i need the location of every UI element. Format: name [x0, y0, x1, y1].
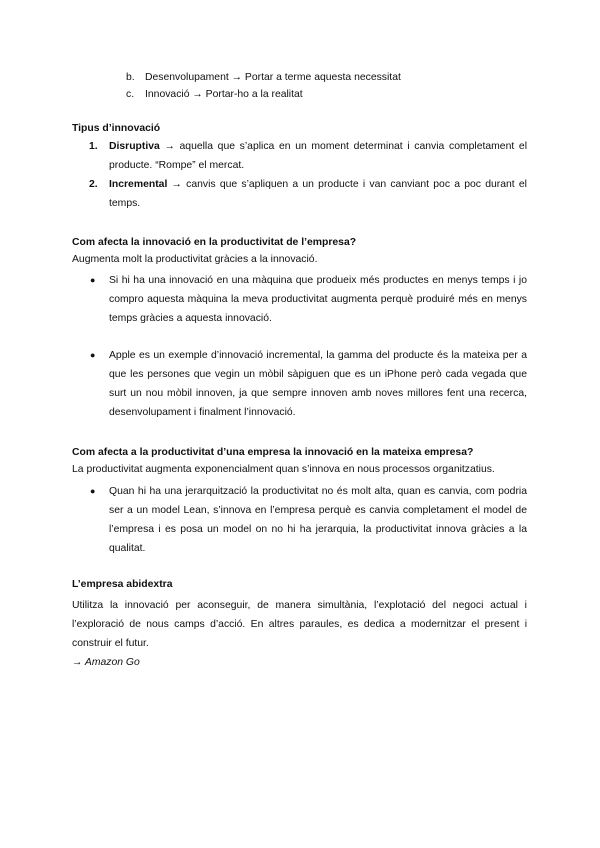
section1-intro: Augmenta molt la productivitat gràcies a la innovació.	[72, 254, 318, 265]
tipus-marker-2: 2.	[89, 179, 98, 190]
bullet-dot: ●	[90, 486, 96, 496]
term-incremental-text: → canvis que s’apliquen a un producte i van canviant poc a poc durant el temps.	[109, 179, 527, 209]
term-disruptiva-text: → aquella que s’aplica en un moment determinat i canvia completament el producte. “Rompe” el mercat.	[109, 141, 527, 171]
list-item-c: Innovació → Portar-ho a la realitat	[145, 89, 303, 100]
bullet-dot: ●	[90, 275, 96, 285]
section2-heading: Com afecta a la productivitat d’una empresa la innovació en la mateixa empresa?	[72, 447, 474, 458]
bullet-dot: ●	[90, 350, 96, 360]
section3-paragraph: Utilitza la innovació per aconseguir, de manera simultània, l’explotació del negoci actual i l’exploració de nous camps d’acció. En altres paraules, es dedica a modernitzar el present i construir el futur.	[72, 600, 527, 649]
list-item-b: Desenvolupament → Portar a terme aquesta necessitat	[145, 72, 401, 83]
section2-intro: La productivitat augmenta exponencialment quan s’innova en nous processos organitzatius.	[72, 464, 495, 475]
section3-heading: L’empresa abidextra	[72, 579, 173, 590]
tipus-marker-1: 1.	[89, 141, 98, 152]
tipus-heading: Tipus d’innovació	[72, 123, 161, 134]
term-incremental: Incremental	[109, 179, 168, 190]
list-marker-b: b.	[126, 72, 135, 83]
tipus-item-1	[109, 137, 527, 175]
tipus-item-2	[109, 175, 527, 213]
section2-bullet-1: Quan hi ha una jerarquització la productivitat no és molt alta, quan es canvia, com podria ser a un model Lean, s’innova en l’empresa perquè es canvia completament el model de l’empresa i es posa un model on no hi ha jerarquia, la productivitat innova gràcies a la qualitat.	[109, 486, 527, 554]
term-disruptiva: Disruptiva	[109, 141, 160, 152]
list-marker-c: c.	[126, 89, 135, 100]
section1-bullet-1: Si hi ha una innovació en una màquina que produeix més productes en menys temps i jo compro aquesta màquina la meva productivitat augmenta perquè produiré més en menys temps gràcies a aquesta innovació.	[109, 275, 527, 324]
section3-example: → Amazon Go	[72, 657, 140, 668]
section1-heading: Com afecta la innovació en la productivitat de l’empresa?	[72, 237, 357, 248]
section1-bullet-2: Apple es un exemple d’innovació incremental, la gamma del producte és la mateixa per a que les persones que vegin un mòbil sàpiguen que es un iPhone però cada vegada que surt un nou mòbil innoven, ja que sempre innoven amb noves millores fent una recerca, desenvolupament i finalment l’innovació.	[109, 350, 527, 418]
